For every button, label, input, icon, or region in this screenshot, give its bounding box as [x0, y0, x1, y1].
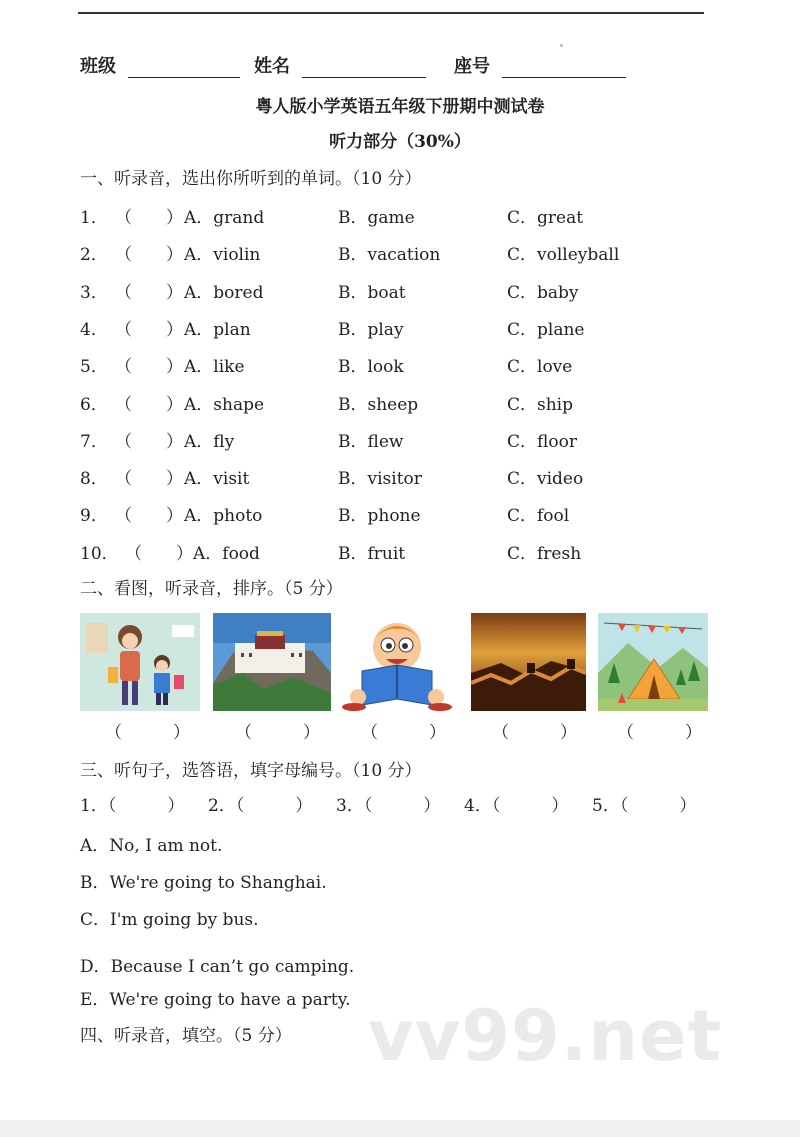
sentence-answer-1[interactable]: 1．（ ） [80, 796, 185, 816]
name-label: 姓名 [254, 56, 290, 77]
option-b: B．boat [338, 282, 406, 303]
great-wall-image [471, 613, 591, 711]
shopping-family-image [80, 613, 200, 711]
question-number: 2． [80, 245, 108, 266]
option-c: C．great [507, 208, 584, 228]
section3-heading: 三、听句子，选答语，填字母编号。（10 分） [80, 761, 422, 781]
answer-blank[interactable]: （ ） [115, 357, 183, 378]
question-number: 3． [80, 282, 108, 303]
option-c: C．baby [507, 282, 579, 303]
name-blank-line[interactable] [302, 59, 426, 78]
bottom-strip [0, 1120, 800, 1137]
seat-field [454, 52, 626, 78]
student-info-fields [80, 52, 720, 78]
class-field [80, 52, 240, 78]
answer-blank[interactable]: （ ） [115, 319, 183, 340]
picture-answer-3[interactable]: （ ） [361, 723, 446, 743]
section1-heading: 一、听录音，选出你所听到的单词。（10 分） [80, 169, 422, 189]
question-number: 8． [80, 469, 108, 490]
option-c: C．plane [507, 319, 585, 340]
picture-answer-4[interactable]: （ ） [492, 723, 577, 743]
camping-tent-image [598, 613, 718, 711]
option-c: C．fool [507, 506, 570, 527]
option-a: A．plan [184, 319, 251, 340]
section4-heading: 四、听录音，填空。（5 分） [80, 1026, 292, 1046]
picture-answer-5[interactable]: （ ） [617, 723, 702, 743]
section2-heading: 二、看图，听录音，排序。（5 分） [80, 579, 343, 599]
seat-blank-line[interactable] [502, 59, 626, 78]
sentence-answer-5[interactable]: 5．（ ） [592, 796, 697, 816]
option-b: B．flew [338, 431, 404, 452]
option-a: A．fly [184, 431, 235, 452]
question-number: 5． [80, 357, 108, 378]
question-number: 9． [80, 506, 108, 527]
name-field [254, 52, 426, 78]
question-number: 6． [80, 394, 108, 415]
option-b: B．vacation [338, 245, 441, 266]
question-number: 10． [80, 543, 119, 564]
answer-option-c: C．I'm going by bus. [80, 910, 259, 930]
question-number: 1． [80, 208, 108, 228]
option-a: A．violin [184, 245, 261, 266]
option-a: A．shape [184, 394, 265, 415]
seat-label: 座号 [454, 56, 490, 77]
option-c: C．ship [507, 394, 573, 415]
option-a: A．photo [184, 506, 263, 527]
option-c: C．video [507, 469, 584, 490]
boy-reading-image [338, 613, 458, 711]
answer-option-e: E．We're going to have a party. [80, 990, 351, 1010]
question-number: 4． [80, 319, 108, 340]
exam-title: 粤人版小学英语五年级下册期中测试卷 [255, 97, 545, 117]
option-b: B．game [338, 208, 415, 228]
answer-blank[interactable]: （ ） [115, 245, 183, 266]
sentence-answer-row [80, 791, 720, 815]
answer-option-a: A．No, I am not. [80, 836, 223, 856]
option-b: B．fruit [338, 543, 406, 564]
sentence-answer-2[interactable]: 2．（ ） [208, 796, 313, 816]
option-a: A．bored [184, 282, 264, 303]
answer-blank[interactable]: （ ） [115, 208, 183, 228]
picture-answer-row [80, 718, 720, 742]
option-c: C．floor [507, 431, 577, 452]
option-b: B．sheep [338, 394, 419, 415]
picture-row [80, 613, 710, 713]
option-c: C．love [507, 357, 573, 378]
option-a: A．like [184, 357, 245, 378]
sentence-answer-4[interactable]: 4．（ ） [464, 796, 569, 816]
option-b: B．phone [338, 506, 421, 527]
option-b: B．visitor [338, 469, 422, 490]
picture-answer-1[interactable]: （ ） [105, 723, 190, 743]
sentence-answer-3[interactable]: 3．（ ） [336, 796, 441, 816]
option-a: A．grand [184, 208, 265, 228]
class-blank-line[interactable] [128, 59, 240, 78]
option-a: A．visit [184, 469, 250, 490]
picture-answer-2[interactable]: （ ） [235, 723, 320, 743]
class-label: 班级 [80, 56, 116, 77]
potala-palace-image [213, 613, 333, 711]
answer-blank[interactable]: （ ） [115, 394, 183, 415]
answer-option-d: D．Because I can’t go camping. [80, 957, 355, 977]
option-b: B．look [338, 357, 404, 378]
answer-blank[interactable]: （ ） [115, 431, 183, 452]
answer-blank[interactable]: （ ） [115, 506, 183, 527]
answer-blank[interactable]: （ ） [115, 282, 183, 303]
top-rule [78, 12, 704, 14]
option-a: A．food [193, 543, 260, 564]
question-number: 7． [80, 431, 108, 452]
answer-option-b: B．We're going to Shanghai. [80, 873, 327, 893]
answer-blank[interactable]: （ ） [125, 543, 193, 564]
answer-blank[interactable]: （ ） [115, 469, 183, 490]
site-watermark: vv99.net [368, 995, 723, 1077]
scan-speck [560, 44, 563, 47]
option-c: C．fresh [507, 543, 582, 564]
option-b: B．play [338, 319, 404, 340]
exam-subtitle: 听力部分（30%） [329, 132, 471, 152]
option-c: C．volleyball [507, 245, 620, 266]
